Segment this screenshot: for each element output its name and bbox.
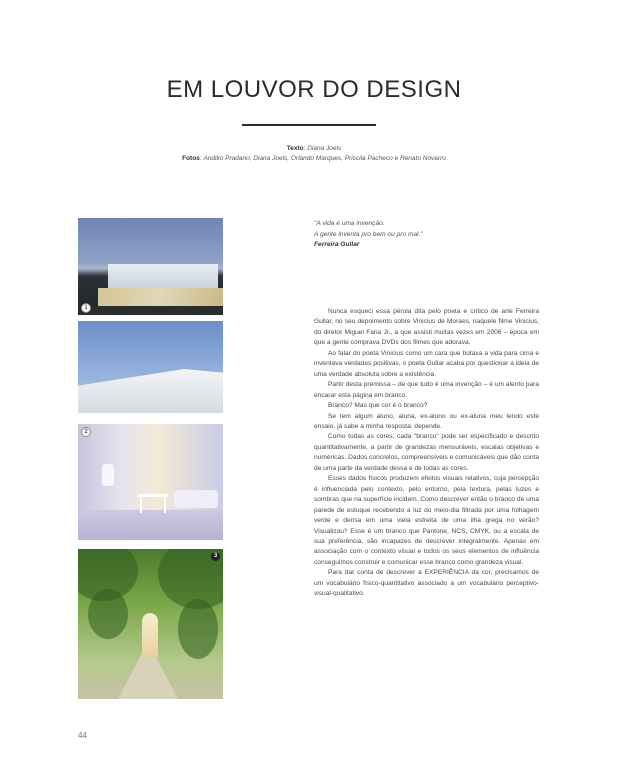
body-paragraph: Esses dados físicos produzem efeitos visuais relativos, cuja percepção é influenciada pelo contexto, pelo entorno, pela textura, pelas luzes e sombras que na superfície incidem. Como descrever então o branco de uma parede de estuque recebendo a luz do meio-dia filtrada por uma folhagem verde e densa em uma viela estreita de uma ilha grega no verão? Visualizou? Esse é um branco que Pantone, NCS, CMYK, ou a escala de sua preferência, são incapazes de descrever integralmente. Apenas em associação com o contexto visual e todos os seus elementos de influência conseguimos construir e comunicar esse branco como grandeza visual. bbox=[314, 475, 539, 566]
article-title: EM LOUVOR DO DESIGN bbox=[166, 76, 462, 103]
body-paragraph: Ao falar do poeta Vinicius como um cara que botava a vida para cima e inventava verdades positivas, o poeta Gullar acaba por questionar a ideia de uma verdade absoluta sobre a existência. bbox=[314, 349, 539, 378]
body-paragraph: Como todas as cores, cada "branco" pode ser especificado e descrito quantitativamente, a partir de grandezas mensuráveis, escalas objetivas e numéricas. Dados concretos, compreensíveis e comunicáveis que dão conta de uma parte da verdade dessa e de todas as cores. bbox=[314, 433, 539, 472]
epigraph-author: Ferreira Gullar bbox=[314, 241, 360, 248]
article-body bbox=[314, 307, 539, 600]
photo-white-roof bbox=[78, 321, 223, 413]
photo-badge-2: 2 bbox=[81, 427, 91, 437]
photo-credit-authors: Andiko Pradano, Diana Joels, Orlando Marques, Priscila Pacheco e Renato Novarro bbox=[203, 155, 446, 162]
text-credit-label: Texto bbox=[286, 145, 304, 152]
photo-green-alley bbox=[78, 549, 223, 699]
epigraph-line: "A vida é uma invenção. bbox=[314, 220, 385, 227]
body-paragraph: Se tem algum aluno, aluna, ex-aluno ou ex-aluna meu lendo este ensaio, já sabe a minha resposta: depende. bbox=[314, 412, 539, 430]
text-credit: Texto: Diana Joels bbox=[286, 145, 342, 152]
photo-white-interior bbox=[78, 424, 223, 540]
photo-credit: Fotos: Andiko Pradano, Diana Joels, Orlando Marques, Priscila Pacheco e Renato Novarro bbox=[182, 155, 446, 162]
body-paragraph: Para dar conta de descrever a EXPERIÊNCIA da cor, precisamos de um vocabulário físico-quantitativo associado a um vocabulário perceptivo-visual-qualitativo. bbox=[314, 569, 539, 598]
text-credit-author: Diana Joels bbox=[307, 145, 342, 152]
body-paragraph: Nunca esqueci essa pérola dita pelo poeta e crítico de arte Ferreira Gullar, no seu depoimento sobre Vinicius de Moraes, naquele filme Vinicius, do diretor Miguel Faria Jr., a que assisti muitas vezes em 2006 – época em que a gente comprava DVDs dos filmes que adorava. bbox=[314, 308, 539, 347]
body-paragraph: Branco? Mas que cor é o branco? bbox=[328, 402, 428, 410]
credits bbox=[0, 144, 628, 164]
photo-building-dusk bbox=[78, 218, 223, 315]
photo-badge-3: 3 bbox=[211, 552, 220, 561]
page-number: 44 bbox=[78, 731, 87, 740]
title-divider bbox=[242, 124, 376, 126]
epigraph bbox=[314, 219, 544, 251]
photo-credit-label: Fotos bbox=[182, 155, 200, 162]
body-paragraph: Partir desta premissa – de que tudo é uma invenção – é um alento para encarar esta página em branco. bbox=[314, 381, 539, 399]
epigraph-line: A gente inventa pro bem ou pro mal." bbox=[314, 230, 423, 238]
photo-badge-1: 1 bbox=[81, 303, 91, 313]
